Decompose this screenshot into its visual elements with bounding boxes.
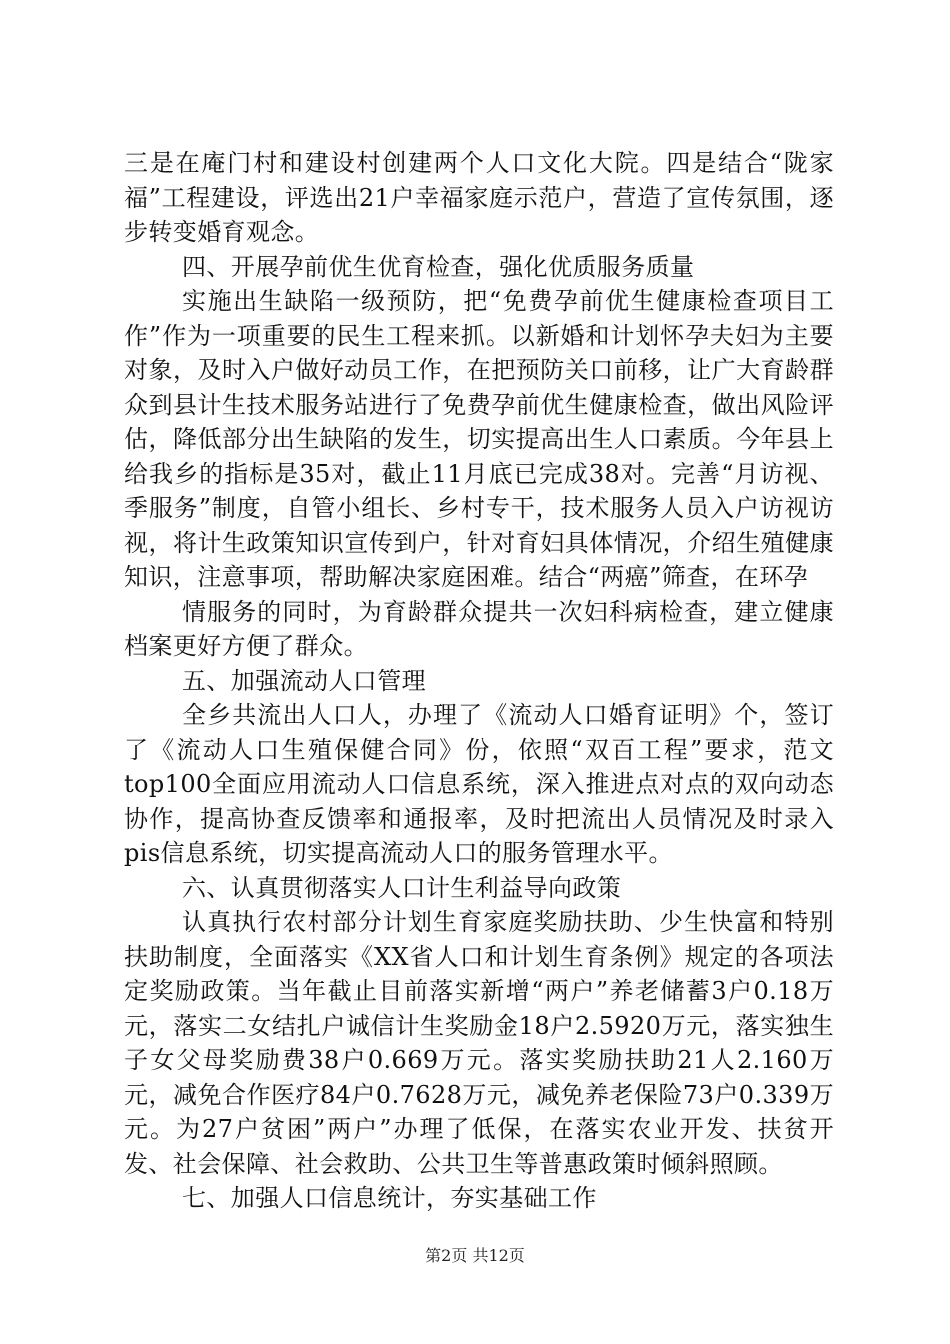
section-heading-5: 五、加强流动人口管理: [182, 666, 426, 695]
section-heading-7: 七、加强人口信息统计，夯实基础工作: [182, 1184, 597, 1212]
paragraph-continuation: 三是在庵门村和建设村创建两个人口文化大院。四是结合“陇家福”工程建设，评选出21户幸福家庭示范户，营造了宣传氛围，逐步转变婚育观念。: [124, 149, 834, 246]
paragraph-prenatal-check: 实施出生缺陷一级预防，把“免费孕前优生健康检查项目工作”作为一项重要的民生工程来抓。以新婚和计划怀孕夫妇为主要对象，及时入户做好动员工作，在把预防关口前移，让广大育龄群众到县计生技术服务站进行了免费孕前优生健康检查，做出风险评估，降低部分出生缺陷的发生，切实提高出生人口素质。今年县上给我乡的指标是35对，截止11月底已完成38对。完善“月访视、季服务”制度，自管小组长、乡村专干，技术服务人员入户访视访视，将计生政策知识宣传到户，针对育妇具体情况，介绍生殖健康知识，注意事项，帮助解决家庭困难。结合“两癌”筛查，在环孕: [124, 287, 834, 591]
paragraph-gynecology-check: 情服务的同时，为育龄群众提共一次妇科病检查，建立健康档案更好方便了群众。: [124, 597, 834, 660]
page-number-footer: 第2页 共12页: [425, 1246, 525, 1265]
section-heading-4: 四、开展孕前优生优育检查，强化优质服务质量: [182, 252, 695, 281]
document-body: [124, 146, 834, 1216]
paragraph-incentive-policy: 认真执行农村部分计划生育家庭奖励扶助、少生快富和特别扶助制度，全面落实《XX省人口和计划生育条例》规定的各项法定奖励政策。当年截止目前落实新增“两户”养老储蓄3户0.18万元，落实二女结扎户诚信计生奖励金18户2.5920万元，落实独生子女父母奖励费38户0.669万元。落实奖励扶助21人2.160万元，减免合作医疗84户0.7628万元，减免养老保险73户0.339万元。为27户贫困”两户”办理了低保，在落实农业开发、扶贫开发、社会保障、社会救助、公共卫生等普惠政策时倾斜照顾。: [124, 908, 834, 1178]
paragraph-floating-population: 全乡共流出人口人，办理了《流动人口婚育证明》个，签订了《流动人口生殖保健合同》份，依照“双百工程”要求，范文top100全面应用流动人口信息系统，深入推进点对点的双向动态协作，提高协查反馈率和通报率，及时把流出人员情况及时录入pis信息系统，切实提高流动人口的服务管理水平。: [124, 701, 834, 867]
section-heading-6: 六、认真贯彻落实人口计生利益导向政策: [182, 873, 622, 902]
